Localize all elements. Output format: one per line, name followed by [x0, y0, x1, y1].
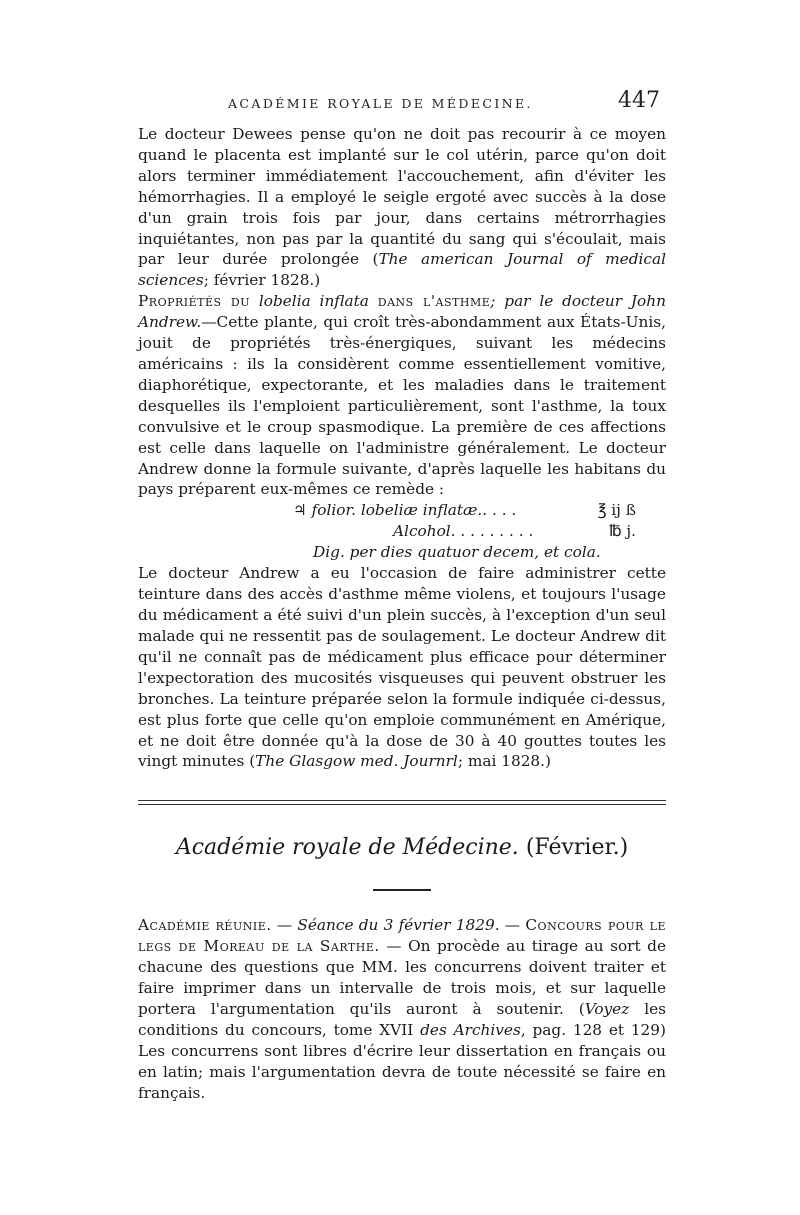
seance-dash-1: — [271, 916, 298, 935]
paragraph-dewees [138, 124, 666, 291]
short-rule-divider [373, 889, 431, 891]
lobelia-text: —Cette plante, qui croît très-abondamment aux États-Unis, jouit de propriétés très-énergiques, suivant les médecins américains : ils la considèrent comme essentiellement vomitive, diaphorétique, expectorante, et les maladies dans le traitement desquelles ils l'emploient particulièrement, sont l'asthme, la toux convulsive et le croup spasmodique. La première de ces affections est celle dans laquelle on l'administre généralement. Le docteur Andrew donne la formule suivante, d'après laquelle les habitans du pays préparent eux-mêmes ce remède : [138, 313, 666, 499]
paragraph-andrew-source: The Glasgow med. Journrl [255, 752, 458, 771]
seance-text-c: , pag. 128 et 129) Les concurrens sont libres d'écrire leur dissertation en français ou en latin; mais l'argumentation devra de toute nécessité se faire en français. [138, 1020, 666, 1102]
seance-voyez: Voyez [584, 1000, 630, 1018]
running-head [138, 84, 666, 124]
book-page [138, 84, 666, 1104]
lobelia-lead2: dans l'asthme [377, 292, 491, 311]
section-heading [138, 833, 666, 863]
seance-text-b: les conditions du concours, tome XVII [138, 1000, 666, 1039]
paragraph-seance [138, 915, 666, 1103]
lobelia-lead: Propriétés du [138, 292, 250, 311]
paragraph-dewees-text: Le docteur Dewees pense qu'on ne doit pas recourir à ce moyen quand le placenta est implanté sur le col utérin, parce qu'on doit alors terminer immédiatement l'accouchement, afin d'éviter les hémorrhagies. Il a employé le seigle ergoté avec succès à la dose d'un grain trois fois par jour, dans certains métrorrhagies inquiétantes, non pas par la quantité du sang qui s'écoulait, mais par leur durée prolongée ( [138, 125, 666, 269]
recipe-symbol: ♃ [293, 501, 307, 520]
paragraph-lobelia [138, 291, 666, 500]
running-head-title: ACADÉMIE ROYALE DE MÉDECINE. [228, 96, 533, 111]
recipe-row-3 [138, 542, 666, 563]
lobelia-author: ; par le docteur John Andrew. [138, 292, 666, 332]
recipe-line-3: Dig. per dies quatuor decem, et cola. [313, 543, 601, 562]
recipe-line-2: Alcohol. . . . . . . . . [393, 522, 534, 541]
recipe-dose-1: ℥ ij ß [597, 501, 636, 520]
seance-lead: Académie réunie. [138, 916, 272, 935]
recipe-row-1 [138, 500, 666, 521]
seance-archives: des Archives [420, 1020, 521, 1039]
double-rule-divider [138, 800, 666, 805]
recipe-dose-2: ℔ j. [609, 522, 636, 541]
seance-dash-2: — [499, 916, 526, 935]
paragraph-dewees-end: ; février 1828.) [203, 271, 321, 290]
seance-date: Séance du 3 février 1829. [297, 916, 500, 935]
paragraph-andrew-text: Le docteur Andrew a eu l'occasion de faire administrer cette teinture dans des accès d'asthme même violens, et toujours l'usage du médicament a été suivi d'un plein succès, à l'exception d'un seul malade qui ne ressentit pas de soulagement. Le docteur Andrew dit qu'il ne connaît pas de médicament plus efficace pour déterminer l'expectoration des mucosités visqueuses qui peuvent obstruer les bronches. La teinture préparée selon la formule indiquée ci-dessus, est plus forte que celle qu'on emploie communément en Amérique, et ne doit être donnée qu'à la dose de 30 à 40 gouttes toutes les vingt minutes ( [138, 564, 666, 771]
recipe-row-2 [138, 521, 666, 542]
recipe-line-1-text: folior. lobeliæ inflatæ.. . . . [311, 501, 517, 520]
recipe-line-1 [293, 500, 516, 521]
lobelia-plant: lobelia inflata [258, 292, 369, 311]
section-heading-title: Académie royale de Médecine. [175, 835, 519, 861]
page-number: 447 [618, 88, 660, 113]
paragraph-andrew-end: ; mai 1828.) [457, 752, 551, 771]
recipe-formula [138, 500, 666, 563]
seance-text-a: — On procède au tirage au sort de chacune des questions que MM. les concurrens doivent traiter et faire imprimer dans un intervalle de trois mois, et sur laquelle portera l'argumentation qu'ils auront à soutenir. ( [138, 937, 666, 1018]
paragraph-andrew [138, 563, 666, 772]
seance-concours: Concours pour le legs de Moreau de la Sarthe. [138, 916, 667, 956]
paragraph-dewees-source: The american Journal of medical sciences [138, 250, 666, 290]
section-heading-month: (Février.) [525, 835, 629, 861]
